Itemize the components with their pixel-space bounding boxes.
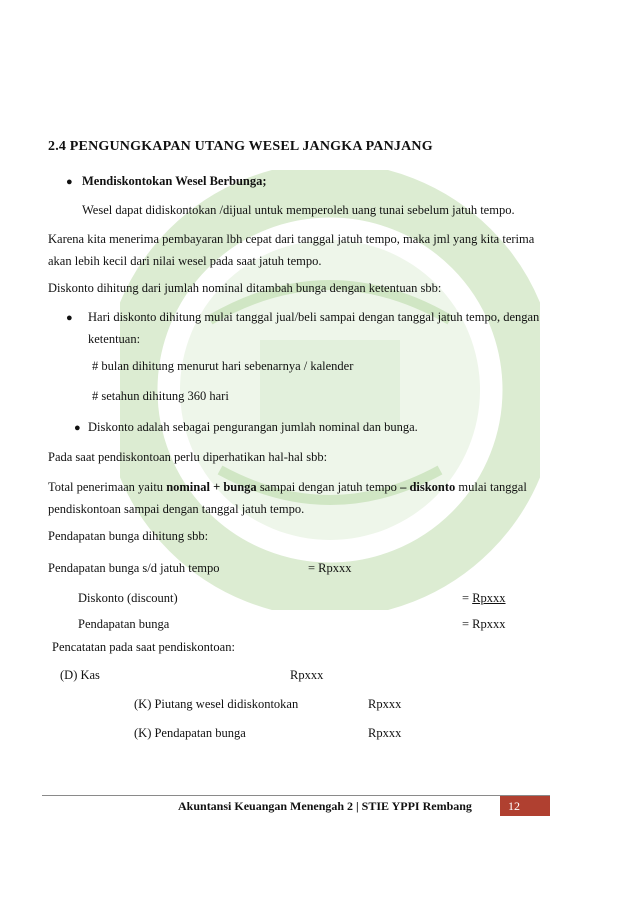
- calc-row-2-label: Diskonto (discount): [78, 591, 178, 605]
- para4-pre: Total penerimaan yaitu: [48, 480, 167, 494]
- bullet-1-line-1: Hari diskonto dihitung mulai tanggal jual/beli sampai dengan tanggal jatuh tempo, dengan: [88, 310, 540, 324]
- journal-credit-1-label: (K) Piutang wesel didiskontokan: [134, 697, 299, 711]
- subsection-title: Mendiskontokan Wesel Berbunga;: [82, 174, 267, 188]
- calc-row-2-prefix: =: [462, 591, 473, 605]
- journal-debit-value: Rpxxx: [290, 668, 324, 682]
- paragraph-2: Diskonto dihitung dari jumlah nominal ditambah bunga dengan ketentuan sbb:: [48, 281, 442, 295]
- journal-credit-1-value: Rpxxx: [368, 697, 402, 711]
- bullet-dot: ●: [66, 312, 73, 324]
- para4-post: mulai tanggal: [455, 480, 527, 494]
- journal-title: Pencatatan pada saat pendiskontoan:: [52, 640, 235, 654]
- bullet-1-line-2: ketentuan:: [88, 332, 141, 346]
- paragraph-1-line-1: Karena kita menerima pembayaran lbh cepat dari tanggal jatuh tempo, maka jml yang kita terima: [48, 232, 535, 246]
- paragraph-5: Pendapatan bunga dihitung sbb:: [48, 529, 209, 543]
- paragraph-4-line-2: pendiskontoan sampai dengan tanggal jatuh tempo.: [48, 502, 305, 516]
- hash-item-1: # bulan dihitung menurut hari sebenarnya / kalender: [92, 359, 354, 373]
- calc-row-1-value: = Rpxxx: [308, 561, 352, 575]
- journal-credit-2-value: Rpxxx: [368, 726, 402, 740]
- journal-debit-label: (D) Kas: [60, 668, 100, 682]
- calc-row-2-value: [462, 591, 506, 606]
- bullet-dot: ●: [66, 176, 73, 188]
- journal-credit-2-label: (K) Pendapatan bunga: [134, 726, 246, 740]
- calc-row-3-value: = Rpxxx: [462, 617, 506, 631]
- paragraph-4-line-1: [48, 480, 527, 495]
- calc-row-1-label: Pendapatan bunga s/d jatuh tempo: [48, 561, 220, 575]
- bullet-dot: ●: [74, 422, 81, 434]
- page-number: 12: [508, 799, 520, 813]
- para4-dash: – diskonto: [400, 480, 456, 494]
- para4-mid: sampai dengan jatuh tempo: [256, 480, 401, 494]
- intro-text: Wesel dapat didiskontokan /dijual untuk memperoleh uang tunai sebelum jatuh tempo.: [82, 203, 515, 217]
- bullet-2: Diskonto adalah sebagai pengurangan jumlah nominal dan bunga.: [88, 420, 418, 434]
- para4-bold: nominal + bunga: [166, 480, 257, 494]
- calc-row-3-label: Pendapatan bunga: [78, 617, 170, 631]
- section-heading: 2.4 PENGUNGKAPAN UTANG WESEL JANGKA PANJANG: [48, 139, 433, 154]
- calc-row-2-amount: Rpxxx: [472, 591, 506, 605]
- hash-item-2: # setahun dihitung 360 hari: [92, 389, 229, 403]
- paragraph-3: Pada saat pendiskontoan perlu diperhatikan hal-hal sbb:: [48, 450, 328, 464]
- footer-divider: [42, 795, 550, 796]
- footer-text: Akuntansi Keuangan Menengah 2 | STIE YPPI Rembang: [178, 799, 472, 813]
- paragraph-1-line-2: akan lebih kecil dari nilai wesel pada saat jatuh tempo.: [48, 254, 322, 268]
